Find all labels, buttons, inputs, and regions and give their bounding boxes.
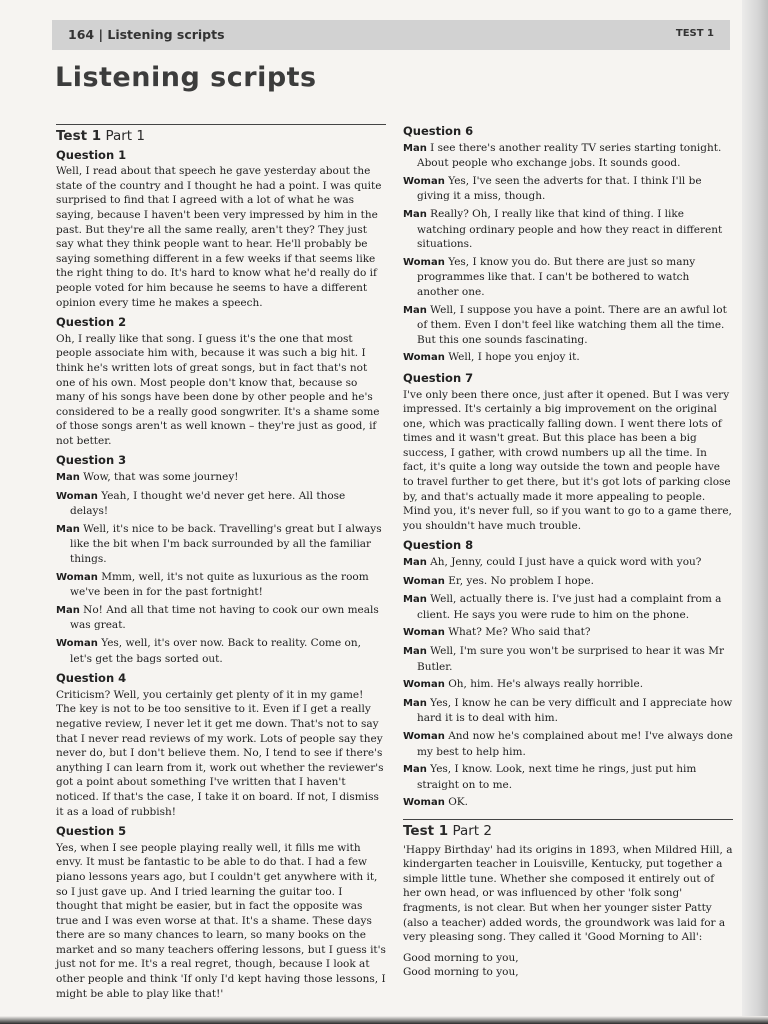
lyric-line: Good morning to you, [403, 951, 519, 964]
speaker: Man [403, 764, 427, 776]
speaker: Woman [56, 571, 98, 583]
test-label: Test 1 [403, 822, 449, 839]
line-text: Yes, I know you do. But there are just so many programmes like that. I can't be bothered to watch another one. [417, 255, 696, 298]
line-text: Well, I suppose you have a point. There are an awful lot of them. Even I don't feel like watching them all the time. But this one sounds fascinating. [417, 303, 727, 346]
line-text: I see there's another reality TV series starting tonight. About people who exchange jobs. It sounds good. [417, 141, 722, 170]
speaker: Man [403, 208, 427, 220]
question-8-dialogue [403, 555, 733, 811]
question-5-text: Yes, when I see people playing really well, it fills me with envy. It must be fantastic to be able to do that. I had a few piano lessons years ago, but I couldn't get anywhere with it, so I just gave up. And I tried learning the guitar too. I thought that might be easier, but in fact the opposite was true and I was even worse at that. It's a shame. These days there are so many chances to learn, so many books on the market and so many teachers offering lessons, but I guess it's just not for me. It's a real regret, though, because I look at other people and think 'If only I'd kept having those lessons, I might be able to play like that!' [56, 841, 386, 1000]
dialogue-line [403, 729, 733, 759]
line-text: Oh, him. He's always really horrible. [448, 678, 644, 691]
speaker: Man [403, 646, 427, 657]
dialogue-line [403, 255, 733, 300]
test1-part1-heading [56, 129, 386, 144]
question-4-heading: Question 4 [56, 671, 127, 686]
page-number-and-section: 164 | Listening scripts [68, 27, 225, 42]
dialogue-line [56, 522, 386, 567]
speaker: Woman [403, 679, 445, 691]
question-7-text: I've only been there once, just after it opened. But I was very impressed. It's certainly a big improvement on the original one, which was practically falling down. I went there lots of times and it wasn't great. But this place has been a big success, I gather, with crowd numbers up all the time. In fact, it's quite a long way outside the town and people have to travel further to get there, but it's got lots of parking close by, and that's actually made it more appealing to people. Mind you, it's never full, so if you want to go to a game there, you shouldn't have much trouble. [403, 388, 732, 532]
speaker: Woman [403, 730, 445, 742]
line-text: No! And all that time not having to cook our own meals was great. [70, 603, 379, 632]
dialogue-line [56, 489, 386, 519]
part-label: Part 1 [105, 128, 145, 144]
line-text: Really? Oh, I really like that kind of thing. I like watching ordinary people and how they react in different situations. [417, 207, 723, 251]
speaker: Man [403, 304, 427, 316]
dialogue-line [403, 141, 733, 171]
dialogue-line [403, 625, 733, 641]
question-4-text: Criticism? Well, you certainly get plenty of it in my game! The key is not to be too sensitive to it. Even if I get a really negative review, I never let it get me down. That's not to say that I never read reviews of my work. Lots of people say they never do, but I don't believe them. No, I tend to see if there's anything I can learn from it, work out whether the reviewer's got a point about something I've written that I haven't noticed. If that's the case, I take it on board. If not, I dismiss it as a load of rubbish! [56, 688, 384, 818]
left-column [56, 124, 386, 1001]
question-5-heading: Question 5 [56, 824, 127, 839]
speaker: Woman [403, 627, 445, 639]
dialogue-line [403, 795, 733, 811]
question-3-heading: Question 3 [56, 453, 127, 468]
question-6-dialogue [403, 141, 733, 366]
line-text: Well, it's nice to be back. Travelling's great but I always like the bit when I'm back surrounded by all the familiar things. [70, 522, 382, 566]
speaker: Woman [403, 175, 445, 187]
divider [403, 819, 733, 820]
part-label: Part 2 [452, 822, 492, 839]
speaker: Woman [403, 256, 445, 268]
dialogue-line [56, 570, 386, 600]
dialogue-line [403, 350, 733, 366]
dialogue-line [403, 762, 733, 792]
line-text: Yes, well, it's over now. Back to reality. Come on, let's get the bags sorted out. [70, 637, 361, 665]
divider [56, 124, 386, 125]
line-text: Wow, that was some journey! [83, 471, 239, 484]
page-header [52, 20, 730, 50]
dialogue-line [56, 636, 386, 666]
line-text: Mmm, well, it's not quite as luxurious as the room we've been in for the past fortnight! [70, 570, 369, 599]
line-text: Well, I hope you enjoy it. [448, 351, 580, 364]
line-text: Well, I'm sure you won't be surprised to hear it was Mr Butler. [417, 645, 724, 673]
speaker: Man [56, 472, 80, 484]
line-text: Yes, I've seen the adverts for that. I think I'll be giving it a miss, though. [417, 174, 702, 203]
speaker: Man [403, 142, 427, 154]
right-column [403, 124, 733, 980]
speaker: Man [403, 557, 427, 569]
speaker: Man [56, 523, 80, 535]
dialogue-line [403, 207, 733, 252]
line-text: And now he's complained about me! I've always done my best to help him. [417, 729, 733, 758]
question-6-heading: Question 6 [403, 124, 474, 138]
speaker: Woman [56, 490, 98, 502]
line-text: Ah, Jenny, could I just have a quick word with you? [430, 556, 702, 569]
test-label: TEST 1 [675, 28, 714, 39]
question-8-heading: Question 8 [403, 538, 474, 553]
dialogue-line [403, 574, 733, 590]
speaker: Man [56, 604, 80, 616]
book-spine-shadow [742, 0, 768, 1024]
question-1-text: Well, I read about that speech he gave yesterday about the state of the country and I thought he had a point. I was quite surprised to find that I agreed with a lot of what he was saying, because I haven't been very impressed by him in the past. But they're all the same really, aren't they? They just say what they think people want to hear. He'll probably be saying something different in a few weeks if that seems like the right thing to do. It's hard to know what he'd really do if people voted for him because he seems to have a different opinion every time he makes a speech. [56, 165, 382, 309]
line-text: Well, actually there is. I've just had a complaint from a client. He says you were rude to him on the phone. [417, 593, 722, 621]
dialogue-line [403, 555, 733, 571]
song-lyrics [403, 951, 733, 980]
test-label: Test 1 [56, 128, 102, 144]
speaker: Woman [403, 797, 445, 809]
lyric-line: Good morning to you, [403, 966, 519, 979]
dialogue-line [403, 303, 733, 348]
dialogue-line [403, 174, 733, 204]
line-text: Yes, I know he can be very difficult and I appreciate how hard it is to deal with him. [417, 696, 733, 725]
question-3-dialogue [56, 470, 386, 666]
dialogue-line [403, 592, 733, 622]
line-text: Er, yes. No problem I hope. [448, 574, 594, 587]
page-bottom-edge [0, 1016, 768, 1024]
speaker: Man [403, 697, 427, 709]
part-2-text: 'Happy Birthday' had its origins in 1893, when Mildred Hill, a kindergarten teacher in Louisville, Kentucky, put together a simple little tune. Whether she composed it entirely out of her own head, or was influenced by other 'folk song' fragments, is not clear. But when her younger sister Patty (also a teacher) added words, the groundwork was laid for a very pleasing song. They called it 'Good Morning to All': [403, 843, 733, 944]
dialogue-line [56, 470, 386, 486]
line-text: OK. [448, 796, 468, 809]
dialogue-line [403, 644, 733, 674]
line-text: Yeah, I thought we'd never get here. All those delays! [70, 489, 346, 518]
page-title: Listening scripts [55, 62, 317, 93]
speaker: Man [403, 594, 427, 606]
dialogue-line [403, 677, 733, 693]
question-7-heading: Question 7 [403, 370, 474, 385]
speaker: Woman [56, 638, 98, 649]
dialogue-line [403, 696, 733, 726]
question-2-heading: Question 2 [56, 315, 127, 330]
question-2-text: Oh, I really like that song. I guess it's the one that most people associate him with, because it was such a big hit. I think he's written lots of great songs, but in fact that's not one of his own. Most people don't know that, because so many of his songs have been done by other people and he's considered to be a really good songwriter. It's a shame some of those songs aren't as well known – they're just as good, if not better. [56, 332, 380, 447]
test1-part2-heading [403, 824, 733, 839]
line-text: What? Me? Who said that? [448, 626, 591, 639]
dialogue-line [56, 603, 386, 633]
speaker: Woman [403, 352, 445, 364]
question-1-heading: Question 1 [56, 147, 127, 162]
line-text: Yes, I know. Look, next time he rings, just put him straight on to me. [417, 763, 697, 791]
speaker: Woman [403, 575, 445, 587]
